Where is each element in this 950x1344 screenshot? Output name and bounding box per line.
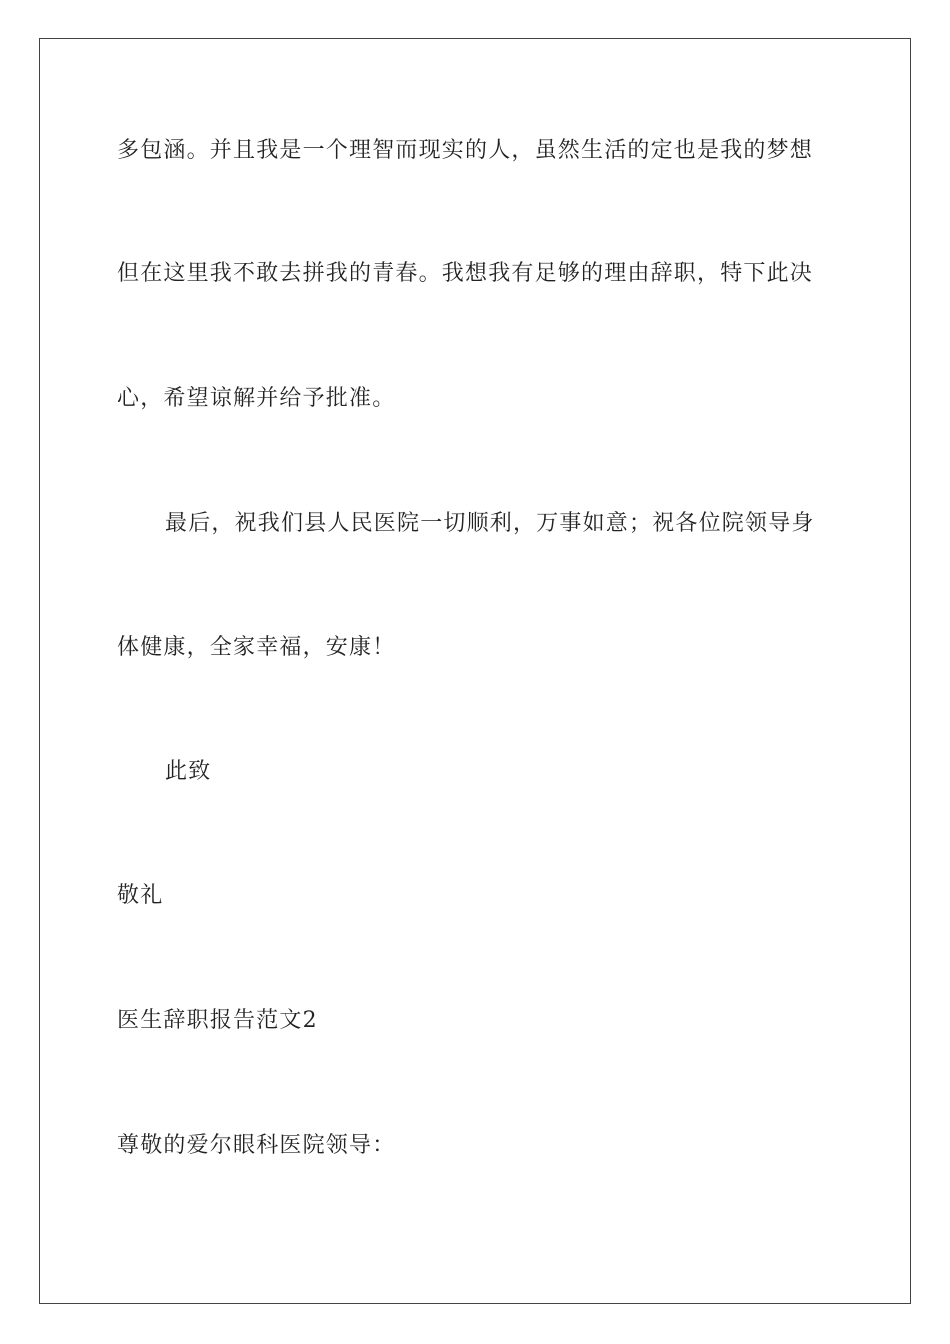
paragraph-line: 体健康，全家幸福，安康！	[117, 635, 396, 660]
letter-greeting: 尊敬的爱尔眼科医院领导：	[117, 1133, 396, 1158]
paragraph-line: 但在这里我不敢去拼我的青春。我想我有足够的理由辞职，特下此决	[117, 261, 814, 286]
paragraph-line: 多包涵。并且我是一个理智而现实的人，虽然生活的定也是我的梦想	[117, 138, 814, 163]
paragraph-line: 最后，祝我们县人民医院一切顺利，万事如意；祝各位院领导身	[165, 511, 815, 536]
paragraph-line: 心，希望谅解并给予批准。	[117, 386, 396, 411]
section-title: 医生辞职报告范文2	[117, 1008, 318, 1033]
page-frame	[39, 38, 911, 1304]
closing-salutation: 此致	[165, 759, 212, 784]
closing-regards: 敬礼	[117, 883, 164, 908]
